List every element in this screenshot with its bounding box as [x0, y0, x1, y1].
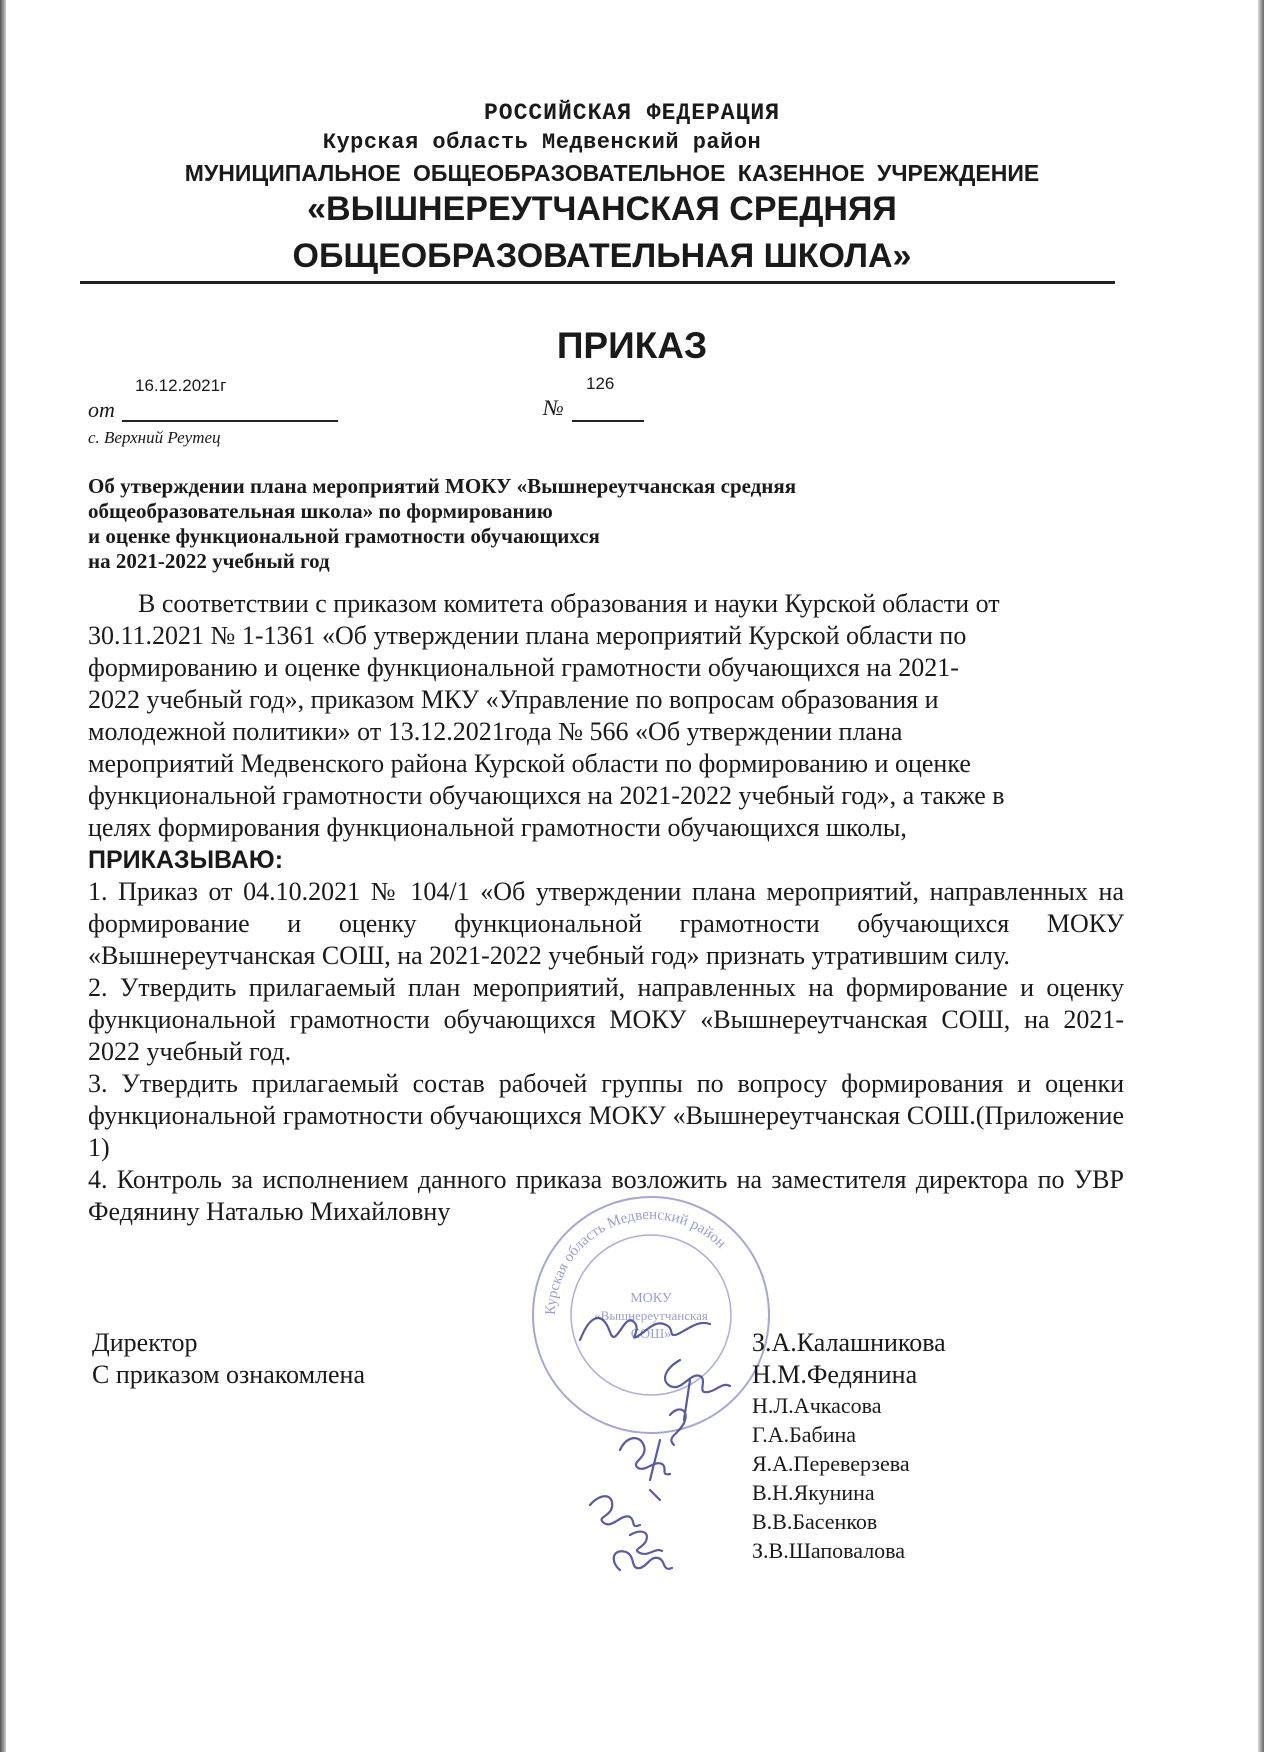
order-number: 126 [586, 374, 615, 393]
number-underline [572, 420, 644, 422]
order-directive: ПРИКАЗЫВАЮ: [88, 846, 284, 874]
director-name: З.А.Калашникова [752, 1328, 946, 1357]
from-label: от [88, 397, 115, 422]
number-label: № [543, 395, 564, 420]
intro-line: мероприятий Медвенского района Курской области по формированию и оценке [88, 749, 971, 778]
subject-line: на 2021-2022 учебный год [88, 549, 330, 573]
header-school-line2: ОБЩЕОБРАЗОВАТЕЛЬНАЯ ШКОЛА» [292, 237, 912, 275]
handwritten-signatures [560, 1300, 770, 1600]
signature-labels [92, 1327, 365, 1391]
intro-line: 2022 учебный год», приказом МКУ «Управление по вопросам образования и [88, 685, 939, 714]
order-subject [88, 474, 1088, 574]
intro-line: целях формирования функциональной грамотности обучающихся школы, [88, 813, 907, 842]
intro-line: молодежной политики» от 13.12.2021года № 566 «Об утверждении плана [88, 717, 903, 746]
order-item-1: 1. Приказ от 04.10.2021 № 104/1 «Об утверждении плана мероприятий, направленных на формирование и оценку функциональной грамотности обучающихся МОКУ «Вышнереутчанская СОШ, на 2021-2022 учебный год» признать утратившим силу. [88, 877, 1124, 970]
signatory-name: Г.А.Бабина [752, 1422, 857, 1447]
signature-3 [670, 1409, 686, 1445]
intro-line: формированию и оценке функциональной грамотности обучающихся на 2021- [88, 653, 959, 682]
stamp-ring-text: Курская область Медвенский район [542, 1206, 729, 1316]
intro-line: В соответствии с приказом комитета образования и науки Курской области от [138, 589, 1000, 618]
acquainted-label: С приказом ознакомлена [92, 1360, 365, 1389]
signatory-name: З.В.Шаповалова [752, 1538, 906, 1563]
director-label: Директор [92, 1328, 198, 1357]
subject-line: и оценке функциональной грамотности обучающихся [88, 524, 600, 548]
order-title: ПРИКАЗ [556, 325, 708, 366]
signature-5 [590, 1490, 660, 1526]
signatory-name: В.Н.Якунина [752, 1480, 875, 1505]
header-school-line1: «ВЫШНЕРЕУТЧАНСКАЯ СРЕДНЯЯ [307, 190, 897, 228]
signatory-name: В.В.Басенков [752, 1509, 878, 1534]
signature-4 [620, 1438, 670, 1480]
signature-director [580, 1318, 710, 1340]
place-of-issue: с. Верхний Реутец [88, 428, 221, 447]
header-organization: МУНИЦИПАЛЬНОЕ ОБЩЕОБРАЗОВАТЕЛЬНОЕ КАЗЕННОЕ УЧРЕЖДЕНИЕ [184, 160, 1040, 186]
scan-edge-right [1258, 0, 1264, 1752]
order-item-3: 3. Утвердить прилагаемый состав рабочей группы по вопросу формирования и оценки функциональной грамотности обучающихся МОКУ «Вышнереутчанская СОШ.(Приложение 1) [88, 1069, 1124, 1162]
header-divider [80, 281, 1115, 284]
deputy-name: Н.М.Федянина [752, 1360, 918, 1389]
order-date: 16.12.2021г [135, 376, 227, 395]
stamp-center-text: СОШ» [630, 1327, 672, 1342]
subject-line: общеобразовательная школа» по формированию [88, 499, 553, 523]
intro-line: 30.11.2021 № 1-1361 «Об утверждении плана мероприятий Курской области по [88, 621, 967, 650]
header-region: Курская область Медвенский район [322, 130, 762, 155]
date-underline [122, 420, 338, 422]
signatory-name: Н.Л.Ачкасова [752, 1393, 882, 1418]
order-item-4: 4. Контроль за исполнением данного приказа возложить на заместителя директора по УВР Федянину Наталью Михайловну [88, 1165, 1124, 1226]
stamp-center-text: МОКУ [630, 1291, 672, 1306]
order-item-2: 2. Утвердить прилагаемый план мероприятий, направленных на формирование и оценку функциональной грамотности обучающихся МОКУ «Вышнереутчанская СОШ, на 2021-2022 учебный год. [88, 973, 1124, 1066]
subject-line: Об утверждении плана мероприятий МОКУ «Вышнереутчанская средняя [88, 474, 797, 498]
signature-6 [630, 1532, 662, 1554]
header-country: РОССИЙСКАЯ ФЕДЕРАЦИЯ [483, 100, 781, 126]
intro-line: функциональной грамотности обучающихся на 2021-2022 учебный год», а также в [88, 781, 1005, 810]
order-body [88, 588, 1124, 1228]
signatory-name: Я.А.Переверзева [752, 1451, 910, 1476]
signatory-names [752, 1327, 946, 1565]
stamp-center-text: «Вышнереутчанская [594, 1308, 708, 1323]
